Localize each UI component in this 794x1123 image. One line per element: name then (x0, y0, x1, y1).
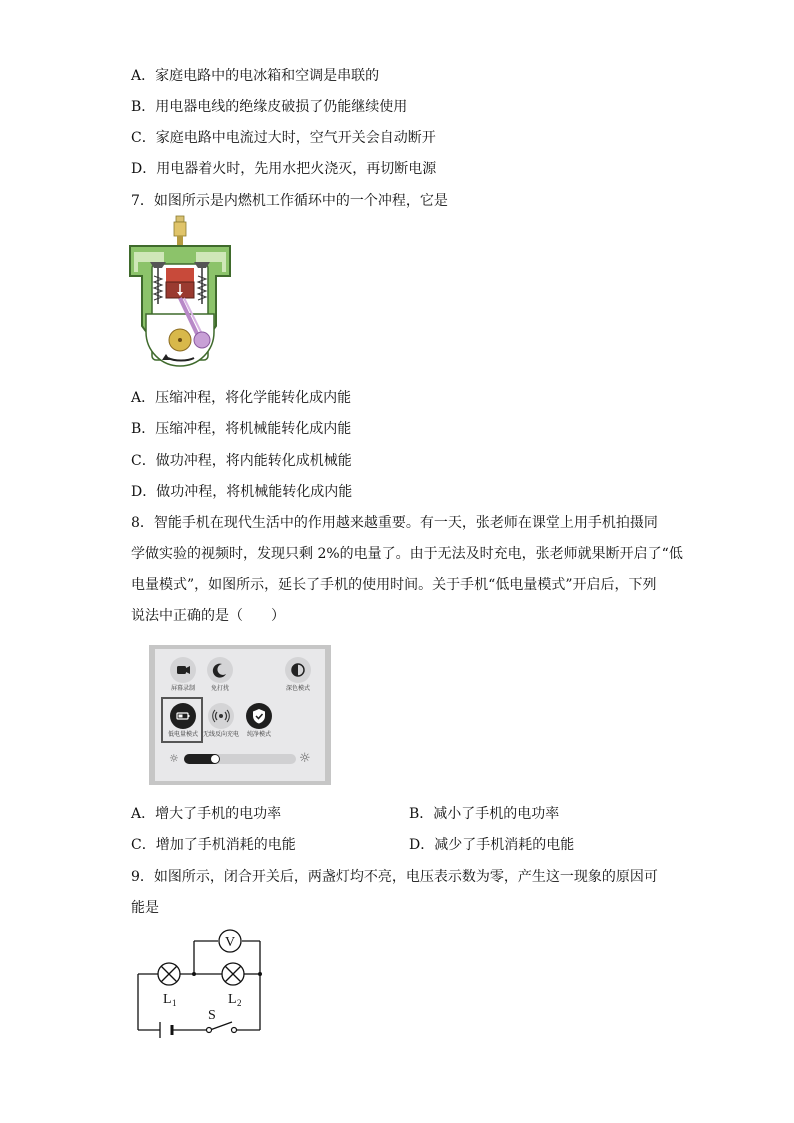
dark-mode-label: 深色模式 (285, 685, 310, 692)
q6-option-b: B．用电器电线的绝缘皮破损了仍能继续使用 (131, 99, 408, 115)
wireless-charge-label: 无线反向充电 (203, 731, 240, 738)
lamp1-label: L (163, 992, 172, 1007)
q9-stem-line-2: 能是 (131, 900, 159, 916)
screen-record-label: 屏幕录制 (170, 685, 195, 692)
q7-option-c: C．做功冲程，将内能转化成机械能 (131, 453, 352, 469)
shield-icon[interactable] (246, 703, 272, 729)
lamp2-label: L (228, 992, 237, 1007)
q7-option-d: D．做功冲程，将机械能转化成内能 (131, 484, 353, 500)
q6-option-d: D．用电器着火时，先用水把火浇灭，再切断电源 (131, 161, 437, 177)
brightness-low-icon: ☼ (169, 752, 179, 765)
q8-stem-line-3: 电量模式”，如图所示，延长了手机的使用时间。关于手机“低电量模式”开启后，下列 (131, 577, 657, 593)
q6-option-a: A．家庭电路中的电冰箱和空调是串联的 (131, 68, 380, 84)
battery-icon[interactable] (170, 703, 196, 729)
q8-stem-line-4: 说法中正确的是（ ） (131, 608, 285, 624)
control-center-panel (149, 645, 331, 785)
q7-option-a: A．压缩冲程，将化学能转化成内能 (131, 390, 352, 406)
q8-stem-line-1: 8．智能手机在现代生活中的作用越来越重要。有一天，张老师在课堂上用手机拍摄同 (131, 515, 658, 531)
brightness-slider-track[interactable] (184, 754, 296, 764)
moon-icon[interactable] (207, 657, 233, 683)
q7-stem: 7．如图所示是内燃机工作循环中的一个冲程，它是 (131, 193, 448, 209)
q8-stem-line-2: 学做实验的视频时，发现只剩 2%的电量了。由于无法及时充电，张老师就果断开启了“低 (131, 546, 683, 562)
low-power-mode-label: 低电量模式 (167, 731, 198, 738)
q8-option-c: C．增加了手机消耗的电能 (131, 837, 296, 853)
q8-option-a: A．增大了手机的电功率 (131, 806, 282, 822)
q6-option-c: C．家庭电路中电流过大时，空气开关会自动断开 (131, 130, 436, 146)
q7-option-b: B．压缩冲程，将机械能转化成内能 (131, 421, 352, 437)
engine-diagram (128, 214, 232, 376)
brightness-slider-knob[interactable] (211, 755, 219, 763)
q8-option-b: B．减小了手机的电功率 (409, 806, 560, 822)
brightness-high-icon: ☼ (299, 751, 311, 766)
dark-mode-icon[interactable] (285, 657, 311, 683)
q9-stem-line-1: 9．如图所示，闭合开关后，两盏灯均不亮，电压表示数为零，产生这一现象的原因可 (131, 869, 658, 885)
switch-label: S (208, 1008, 216, 1023)
lamp1-subscript: 1 (172, 998, 177, 1008)
q8-option-d: D．减少了手机消耗的电能 (409, 837, 575, 853)
wireless-charge-icon[interactable] (208, 703, 234, 729)
pure-mode-label: 纯净模式 (246, 731, 271, 738)
circuit-diagram (132, 926, 266, 1044)
do-not-disturb-label: 免打扰 (210, 685, 229, 692)
voltmeter-label: V (224, 935, 236, 950)
screen-record-icon[interactable] (170, 657, 196, 683)
lamp2-subscript: 2 (237, 998, 242, 1008)
